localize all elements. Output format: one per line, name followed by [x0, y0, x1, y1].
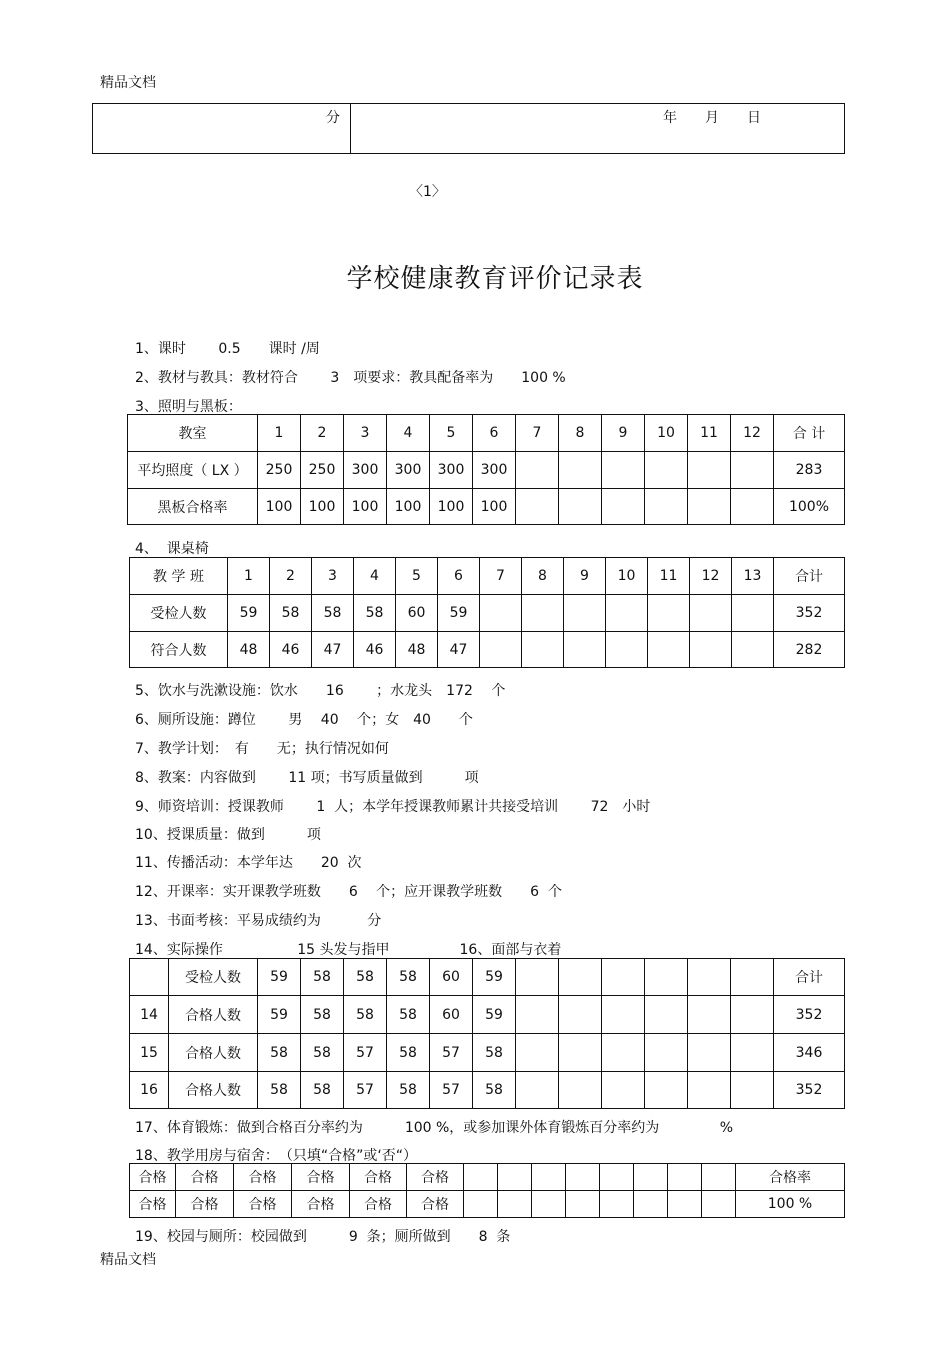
- table-cell: [522, 595, 564, 632]
- table-cell: 合 计: [774, 415, 845, 452]
- table-cell: 58: [258, 1034, 301, 1072]
- table-cell: 100: [430, 489, 473, 525]
- item-10: 10、授课质量：做到 项: [135, 827, 321, 843]
- table-cell: [602, 1072, 645, 1109]
- item-1: 1、课时 0.5 课时 /周: [135, 341, 320, 357]
- table-cell: [566, 1164, 600, 1191]
- table-cell: [634, 1191, 668, 1218]
- item-14: 14、实际操作 15 头发与指甲 16、面部与衣着: [135, 942, 562, 958]
- table-cell: 1: [228, 558, 270, 595]
- table-cell: [688, 489, 731, 525]
- signature-box: [92, 103, 845, 154]
- table-cell: 59: [473, 959, 516, 996]
- table-cell: 合格: [234, 1164, 292, 1191]
- table-cell: [464, 1191, 498, 1218]
- table-cell: 58: [387, 996, 430, 1034]
- table-cell: [516, 996, 559, 1034]
- table-cell: 8: [522, 558, 564, 595]
- table-cell: [606, 595, 648, 632]
- table-cell: 9: [602, 415, 645, 452]
- table-cell: [731, 1034, 774, 1072]
- table-cell: [498, 1164, 532, 1191]
- table-cell: 352: [774, 996, 845, 1034]
- table-cell: [559, 996, 602, 1034]
- page-marker: 〈1〉: [409, 184, 446, 200]
- lighting-table: [127, 414, 845, 525]
- table-cell: 1: [258, 415, 301, 452]
- table-cell: 合格: [407, 1164, 464, 1191]
- table-row: [130, 595, 845, 632]
- table-cell: 合格: [350, 1164, 407, 1191]
- table-cell: 100%: [774, 489, 845, 525]
- table-cell: 教室: [128, 415, 258, 452]
- table-cell: 58: [473, 1072, 516, 1109]
- table-cell: [731, 1072, 774, 1109]
- table-cell: 57: [344, 1034, 387, 1072]
- table-cell: [731, 489, 774, 525]
- item-19: 19、校园与厕所：校园做到 9 条；厕所做到 8 条: [135, 1229, 511, 1245]
- table-cell: 58: [301, 996, 344, 1034]
- table-cell: 300: [387, 452, 430, 489]
- table-cell: [564, 632, 606, 668]
- table-cell: 合格: [176, 1191, 234, 1218]
- item-8: 8、教案：内容做到 11 项；书写质量做到 项: [135, 770, 479, 786]
- table-cell: 合格: [176, 1164, 234, 1191]
- item-3: 3、照明与黑板：: [135, 399, 242, 415]
- table-cell: 合格人数: [169, 996, 258, 1034]
- table-row: [128, 452, 845, 489]
- table-cell: 58: [354, 595, 396, 632]
- table-cell: 9: [564, 558, 606, 595]
- table-cell: [702, 1164, 736, 1191]
- table-cell: 100: [344, 489, 387, 525]
- desk-chair-table: [129, 557, 845, 668]
- item-5: 5、饮水与洗漱设施：饮水 16 ；水龙头 172 个: [135, 683, 506, 699]
- table-cell: [645, 1072, 688, 1109]
- table-cell: 300: [473, 452, 516, 489]
- table-cell: 282: [774, 632, 845, 668]
- table-cell: 300: [344, 452, 387, 489]
- table-cell: 4: [354, 558, 396, 595]
- table-row: [130, 1034, 845, 1072]
- table-cell: 59: [228, 595, 270, 632]
- table-cell: [566, 1191, 600, 1218]
- table-cell: 合格: [292, 1191, 350, 1218]
- table-cell: 14: [130, 996, 169, 1034]
- table-cell: [602, 1034, 645, 1072]
- table-cell: [731, 959, 774, 996]
- table-cell: [731, 452, 774, 489]
- table-cell: [634, 1164, 668, 1191]
- table-cell: [668, 1191, 702, 1218]
- table-cell: [600, 1164, 634, 1191]
- item-18: 18、教学用房与宿舍： （只填“合格”或‘否“）: [135, 1148, 418, 1164]
- table-cell: [464, 1164, 498, 1191]
- table-cell: [516, 489, 559, 525]
- table-cell: 受检人数: [169, 959, 258, 996]
- table-cell: [532, 1191, 566, 1218]
- table-cell: 58: [387, 959, 430, 996]
- table-cell: 合格: [407, 1191, 464, 1218]
- table-cell: [498, 1191, 532, 1218]
- table-cell: 59: [438, 595, 480, 632]
- table-cell: 58: [344, 996, 387, 1034]
- table-cell: [688, 1072, 731, 1109]
- table-cell: 16: [130, 1072, 169, 1109]
- table-cell: 283: [774, 452, 845, 489]
- table-cell: [645, 452, 688, 489]
- table-cell: [688, 959, 731, 996]
- table-cell: [602, 452, 645, 489]
- table-cell: 6: [473, 415, 516, 452]
- table-cell: 2: [301, 415, 344, 452]
- table-cell: [645, 489, 688, 525]
- table-cell: [602, 996, 645, 1034]
- table-cell: 58: [301, 1034, 344, 1072]
- item-12: 12、开课率：实开课教学班数 6 个；应开课教学班数 6 个: [135, 884, 562, 900]
- table-cell: 合格: [234, 1191, 292, 1218]
- item-11: 11、传播活动：本学年达 20 次: [135, 855, 362, 871]
- table-cell: [516, 452, 559, 489]
- table-cell: 符合人数: [130, 632, 228, 668]
- table-cell: 教 学 班: [130, 558, 228, 595]
- item-7: 7、教学计划： 有 无；执行情况如何: [135, 741, 389, 757]
- table-cell: 346: [774, 1034, 845, 1072]
- table-cell: 合格人数: [169, 1072, 258, 1109]
- table-cell: [516, 959, 559, 996]
- table-cell: 100: [258, 489, 301, 525]
- table-cell: 合格: [130, 1191, 176, 1218]
- table-cell: 300: [430, 452, 473, 489]
- table-cell: 合格人数: [169, 1034, 258, 1072]
- table-cell: 15: [130, 1034, 169, 1072]
- table-cell: 2: [270, 558, 312, 595]
- table-cell: [648, 595, 690, 632]
- item-4: 4、 课桌椅: [135, 541, 209, 557]
- table-cell: 352: [774, 595, 845, 632]
- table-cell: 48: [396, 632, 438, 668]
- table-cell: 58: [344, 959, 387, 996]
- table-cell: [648, 632, 690, 668]
- table-cell: [532, 1164, 566, 1191]
- table-cell: 7: [516, 415, 559, 452]
- item-6: 6、厕所设施：蹲位 男 40 个；女 40 个: [135, 712, 473, 728]
- table-cell: 47: [312, 632, 354, 668]
- table-row: [130, 558, 845, 595]
- table-cell: 5: [430, 415, 473, 452]
- table-cell: [516, 1034, 559, 1072]
- table-cell: [480, 632, 522, 668]
- table-cell: 合计: [774, 959, 845, 996]
- table-cell: 10: [645, 415, 688, 452]
- table-cell: 3: [312, 558, 354, 595]
- table-cell: [690, 632, 732, 668]
- table-cell: 58: [270, 595, 312, 632]
- table-cell: [522, 632, 564, 668]
- table-cell: 59: [258, 996, 301, 1034]
- table-row: [130, 996, 845, 1034]
- table-cell: 合格率: [736, 1164, 845, 1191]
- table-cell: [564, 595, 606, 632]
- table-cell: [606, 632, 648, 668]
- table-cell: [559, 452, 602, 489]
- table-row: [130, 1191, 845, 1218]
- table-cell: 250: [301, 452, 344, 489]
- table-cell: 10: [606, 558, 648, 595]
- table-cell: 7: [480, 558, 522, 595]
- table-cell: 100: [301, 489, 344, 525]
- table-cell: 平均照度（ LX ）: [128, 452, 258, 489]
- table-cell: 12: [690, 558, 732, 595]
- table-cell: 58: [312, 595, 354, 632]
- item-17: 17、体育锻炼：做到合格百分率约为 100 %，或参加课外体育锻炼百分率约为 %: [135, 1120, 734, 1136]
- table-cell: 受检人数: [130, 595, 228, 632]
- table-cell: 3: [344, 415, 387, 452]
- table-cell: 57: [430, 1034, 473, 1072]
- table-cell: 60: [430, 996, 473, 1034]
- table-cell: 47: [438, 632, 480, 668]
- box-date-cell: 年 月 日: [351, 104, 845, 154]
- item-9: 9、师资培训：授课教师 1 人；本学年授课教师累计共接受培训 72 小时: [135, 799, 651, 815]
- table-cell: 352: [774, 1072, 845, 1109]
- table-cell: 60: [430, 959, 473, 996]
- item-2: 2、教材与教具：教材符合 3 项要求：教具配备率为 100 %: [135, 370, 566, 386]
- table-row: [128, 489, 845, 525]
- table-cell: 11: [688, 415, 731, 452]
- table-cell: [645, 1034, 688, 1072]
- table-cell: 58: [387, 1072, 430, 1109]
- table-cell: 100 %: [736, 1191, 845, 1218]
- table-cell: 6: [438, 558, 480, 595]
- table-cell: 合格: [292, 1164, 350, 1191]
- classroom-dorm-table: [129, 1163, 845, 1218]
- table-cell: [130, 959, 169, 996]
- page-title: 学校健康教育评价记录表: [346, 264, 644, 294]
- item-13: 13、书面考核：平易成绩约为 分: [135, 913, 382, 929]
- table-cell: 250: [258, 452, 301, 489]
- table-cell: 58: [301, 959, 344, 996]
- table-cell: 58: [473, 1034, 516, 1072]
- table-row: [130, 632, 845, 668]
- table-cell: [688, 452, 731, 489]
- table-cell: [731, 996, 774, 1034]
- table-cell: 11: [648, 558, 690, 595]
- table-cell: [688, 1034, 731, 1072]
- table-cell: [559, 1034, 602, 1072]
- table-cell: [559, 959, 602, 996]
- table-cell: [559, 1072, 602, 1109]
- table-cell: [668, 1164, 702, 1191]
- table-cell: 100: [387, 489, 430, 525]
- table-cell: 12: [731, 415, 774, 452]
- table-row: [128, 415, 845, 452]
- table-cell: [732, 632, 774, 668]
- table-cell: 58: [301, 1072, 344, 1109]
- table-cell: 60: [396, 595, 438, 632]
- table-cell: [702, 1191, 736, 1218]
- table-cell: [690, 595, 732, 632]
- table-cell: [602, 489, 645, 525]
- practical-table: [129, 958, 845, 1109]
- table-cell: 59: [258, 959, 301, 996]
- table-cell: [480, 595, 522, 632]
- table-cell: 48: [228, 632, 270, 668]
- table-cell: 58: [258, 1072, 301, 1109]
- table-cell: 46: [270, 632, 312, 668]
- table-row: [130, 959, 845, 996]
- table-cell: [600, 1191, 634, 1218]
- table-cell: [688, 996, 731, 1034]
- table-cell: 8: [559, 415, 602, 452]
- table-cell: [516, 1072, 559, 1109]
- table-cell: [645, 959, 688, 996]
- table-cell: 57: [430, 1072, 473, 1109]
- table-cell: 13: [732, 558, 774, 595]
- table-cell: 黑板合格率: [128, 489, 258, 525]
- table-cell: [645, 996, 688, 1034]
- table-cell: 合格: [130, 1164, 176, 1191]
- table-cell: 合格: [350, 1191, 407, 1218]
- table-cell: 57: [344, 1072, 387, 1109]
- table-row: [130, 1164, 845, 1191]
- table-cell: 4: [387, 415, 430, 452]
- table-row: [130, 1072, 845, 1109]
- table-cell: [602, 959, 645, 996]
- table-cell: 59: [473, 996, 516, 1034]
- table-cell: 100: [473, 489, 516, 525]
- table-cell: 58: [387, 1034, 430, 1072]
- table-cell: 46: [354, 632, 396, 668]
- table-cell: [559, 489, 602, 525]
- box-left-cell: 分: [93, 104, 351, 154]
- footer-watermark: 精品文档: [100, 1252, 156, 1268]
- table-cell: 合计: [774, 558, 845, 595]
- header-watermark: 精品文档: [100, 75, 156, 91]
- table-cell: [732, 595, 774, 632]
- table-cell: 5: [396, 558, 438, 595]
